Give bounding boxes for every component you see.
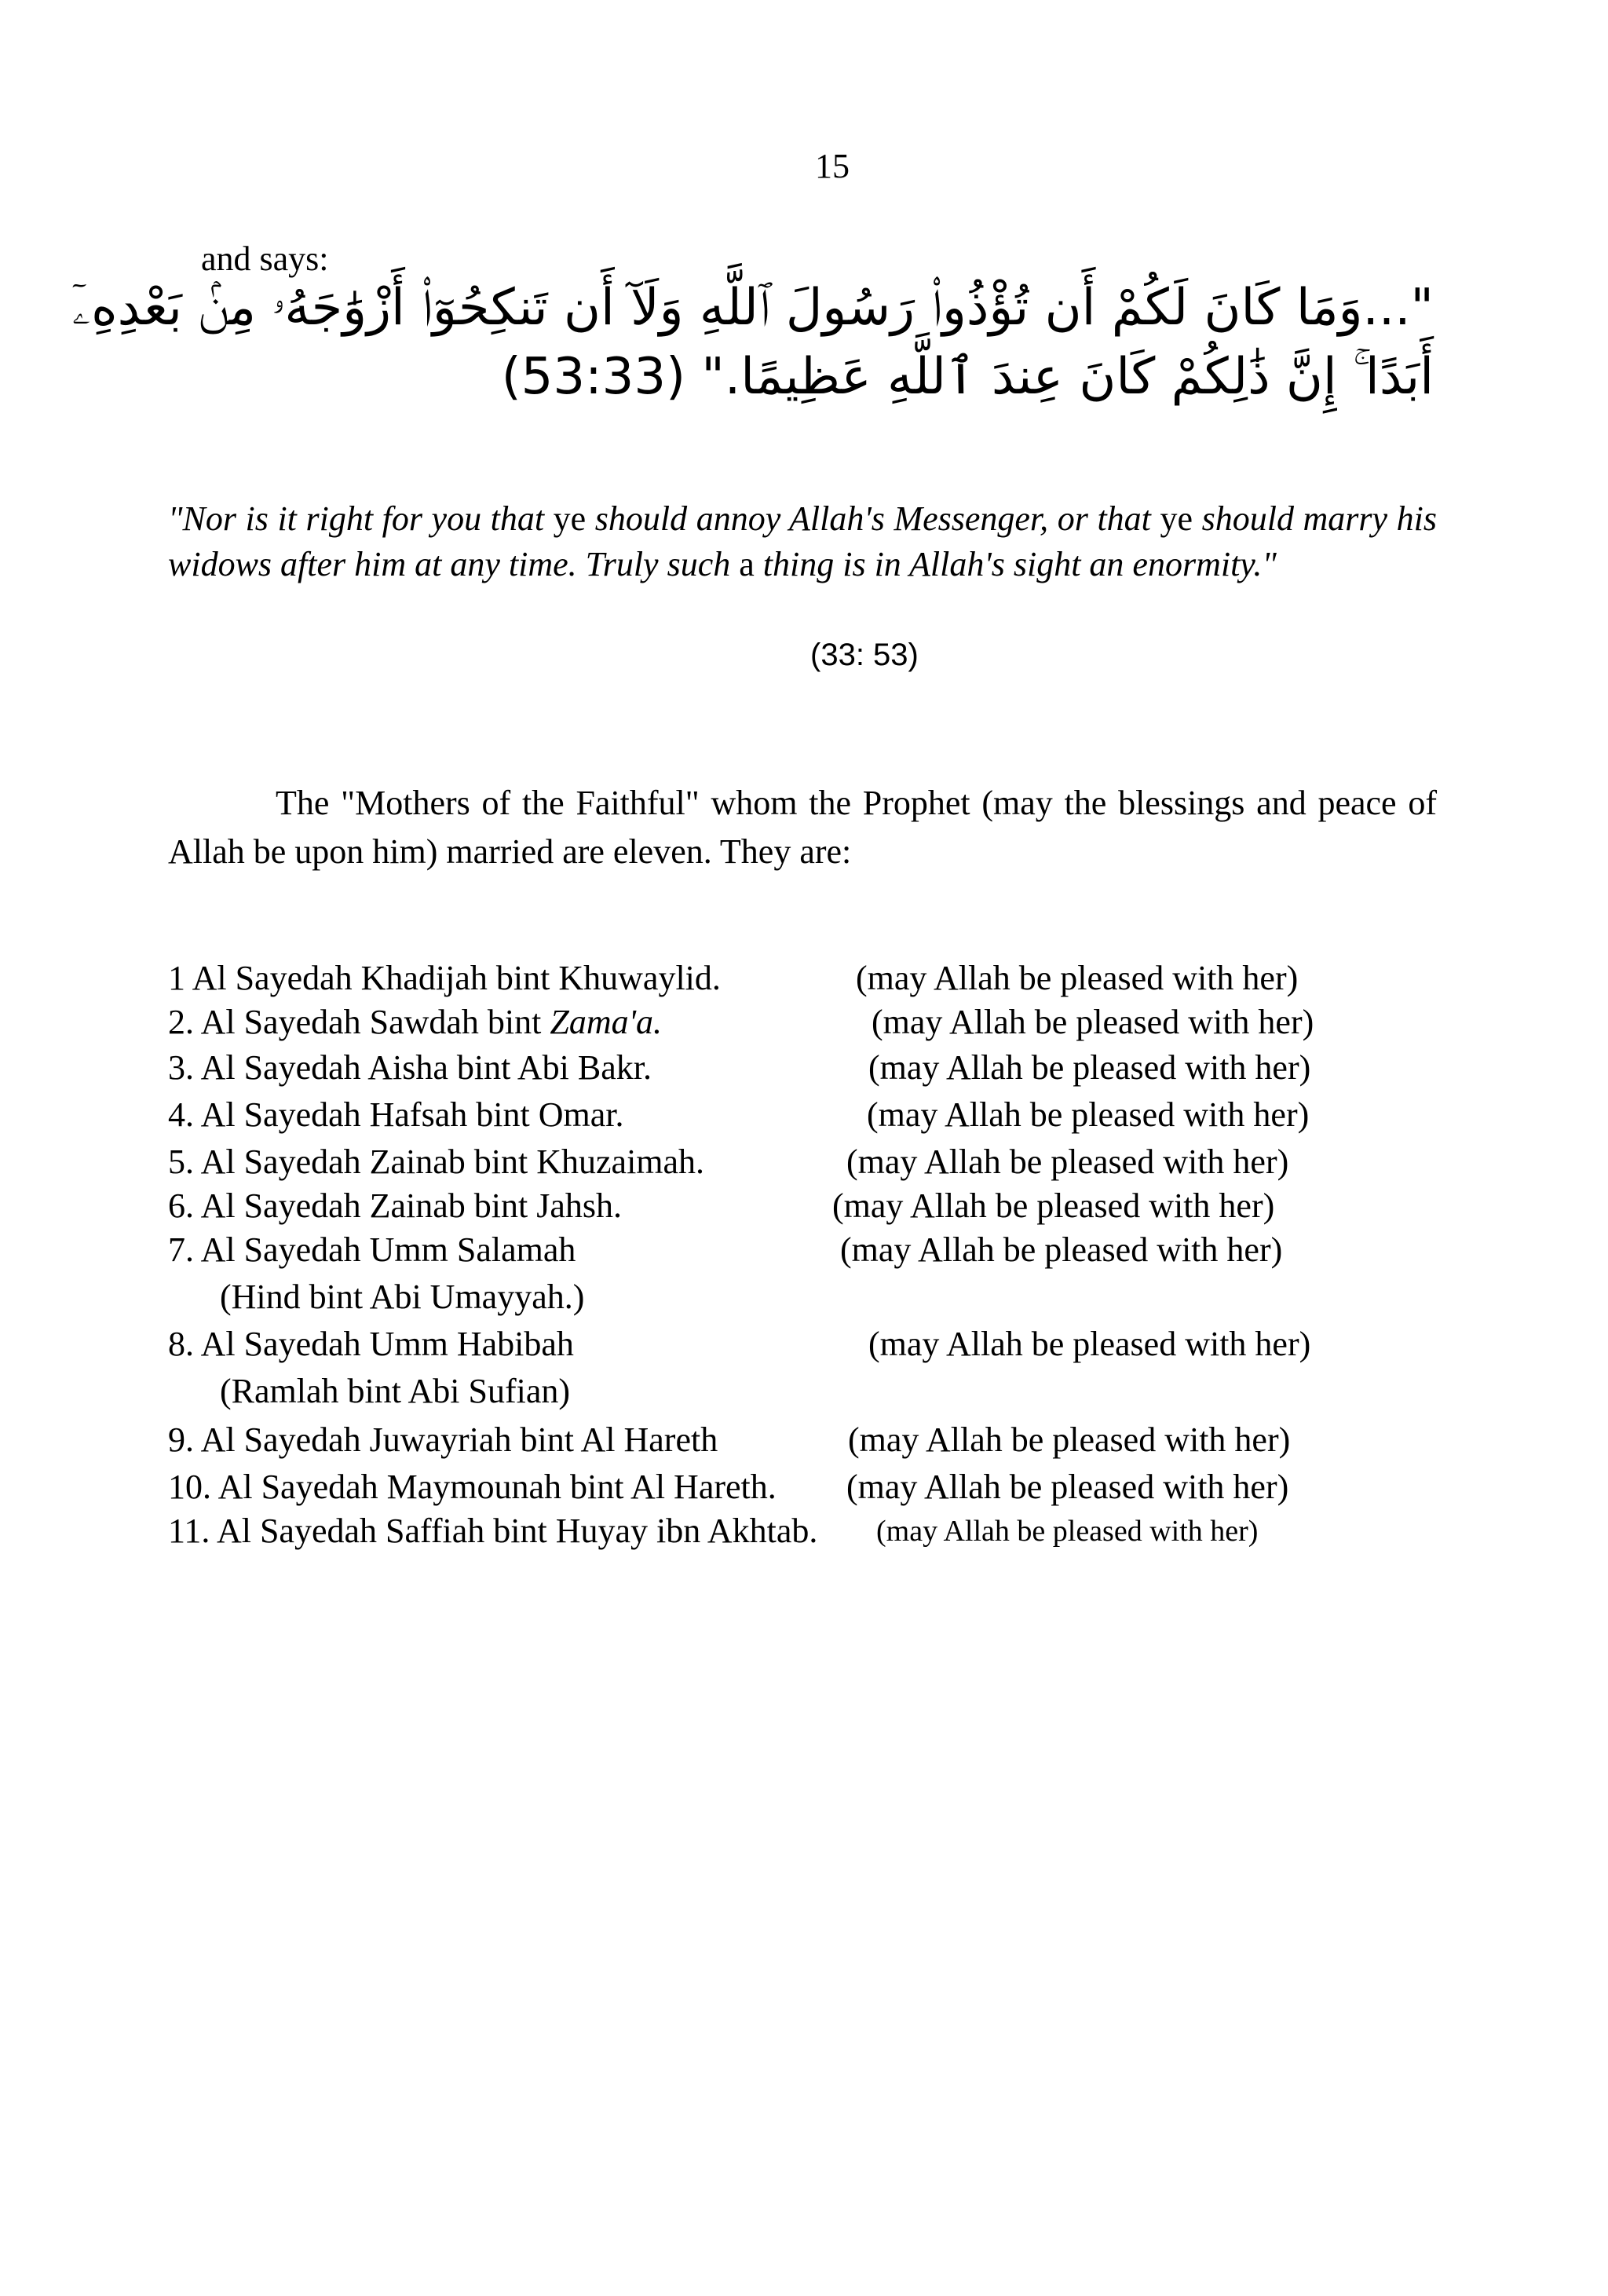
list-item-name: 9. Al Sayedah Juwayriah bint Al Hareth [168,1420,718,1459]
list-item-name: 10. Al Sayedah Maymounah bint Al Hareth. [168,1468,777,1506]
translation-part: a [739,545,755,583]
list-item-name-text: 2. Al Sayedah Sawdah bint [168,1003,550,1041]
list-item-alias: (Hind bint Abi Umayyah.) [220,1278,585,1316]
list-item-blessing: (may Allah be pleased with her) [848,1420,1291,1459]
list-item-name: 1 Al Sayedah Khadijah bint Khuwaylid. [168,959,721,997]
verse-reference: (33: 53) [810,638,919,672]
list-item-name: 11. Al Sayedah Saffiah bint Huyay ibn Akhtab. [168,1512,818,1550]
translation-part: should annoy Allah's Messenger, or that [586,499,1160,538]
list-item-blessing: (may Allah be pleased with her) [876,1515,1259,1548]
list-item-blessing: (may Allah be pleased with her) [856,959,1299,997]
arabic-verse [71,273,1434,411]
list-item-name: 5. Al Sayedah Zainab bint Khuzaimah. [168,1143,705,1181]
list-item-blessing: (may Allah be pleased with her) [867,1095,1310,1134]
arabic-verse-line-1: "...وَمَا كَانَ لَكُمْ أَن تُؤْذُوا۟ رَسُولَ ٱللَّهِ وَلَآ أَن تَنكِحُوٓا۟ أَزْوَٰجَهُۥ مِنۢ بَعْدِهِۦٓ [71,279,1434,337]
translation-part: thing is in Allah's sight an enormity." [754,545,1277,583]
list-item-alias: (Ramlah bint Abi Sufian) [220,1372,571,1410]
translation-part: should marry his widows after him at any time. Truly such [168,499,1437,583]
intro-text: and says: [201,239,329,278]
list-item-name: 4. Al Sayedah Hafsah bint Omar. [168,1095,624,1134]
translation-part: "Nor is it right for you that [168,499,554,538]
translation-part: ye [1160,499,1193,538]
list-item-name: 8. Al Sayedah Umm Habibah [168,1325,574,1363]
list-item-blessing: (may Allah be pleased with her) [872,1003,1314,1041]
list-item-blessing: (may Allah be pleased with her) [868,1048,1311,1087]
list-item-blessing: (may Allah be pleased with her) [868,1325,1311,1363]
list-item-name [168,1002,662,1042]
list-item-blessing: (may Allah be pleased with her) [840,1230,1283,1269]
list-item-blessing: (may Allah be pleased with her) [846,1468,1289,1506]
list-item-blessing: (may Allah be pleased with her) [846,1143,1289,1181]
arabic-verse-line-2: أَبَدًا ۚ إِنَّ ذَٰلِكُمْ كَانَ عِندَ ٱللَّهِ عَظِيمًا." (53:33) [501,348,1434,406]
list-item-name: 7. Al Sayedah Umm Salamah [168,1230,576,1269]
body-paragraph: The "Mothers of the Faithful" whom the Prophet (may the blessings and peace of Allah be upon him) married are eleven. They are: [168,784,1437,871]
list-item-name-italic: Zama'a. [550,1003,663,1041]
translation-part: ye [553,499,587,538]
page-number: 15 [815,147,850,185]
list-item-name: 6. Al Sayedah Zainab bint Jahsh. [168,1186,623,1225]
verse-translation [168,496,1437,587]
list-item-name: 3. Al Sayedah Aisha bint Abi Bakr. [168,1048,652,1087]
list-item-blessing: (may Allah be pleased with her) [832,1186,1275,1225]
